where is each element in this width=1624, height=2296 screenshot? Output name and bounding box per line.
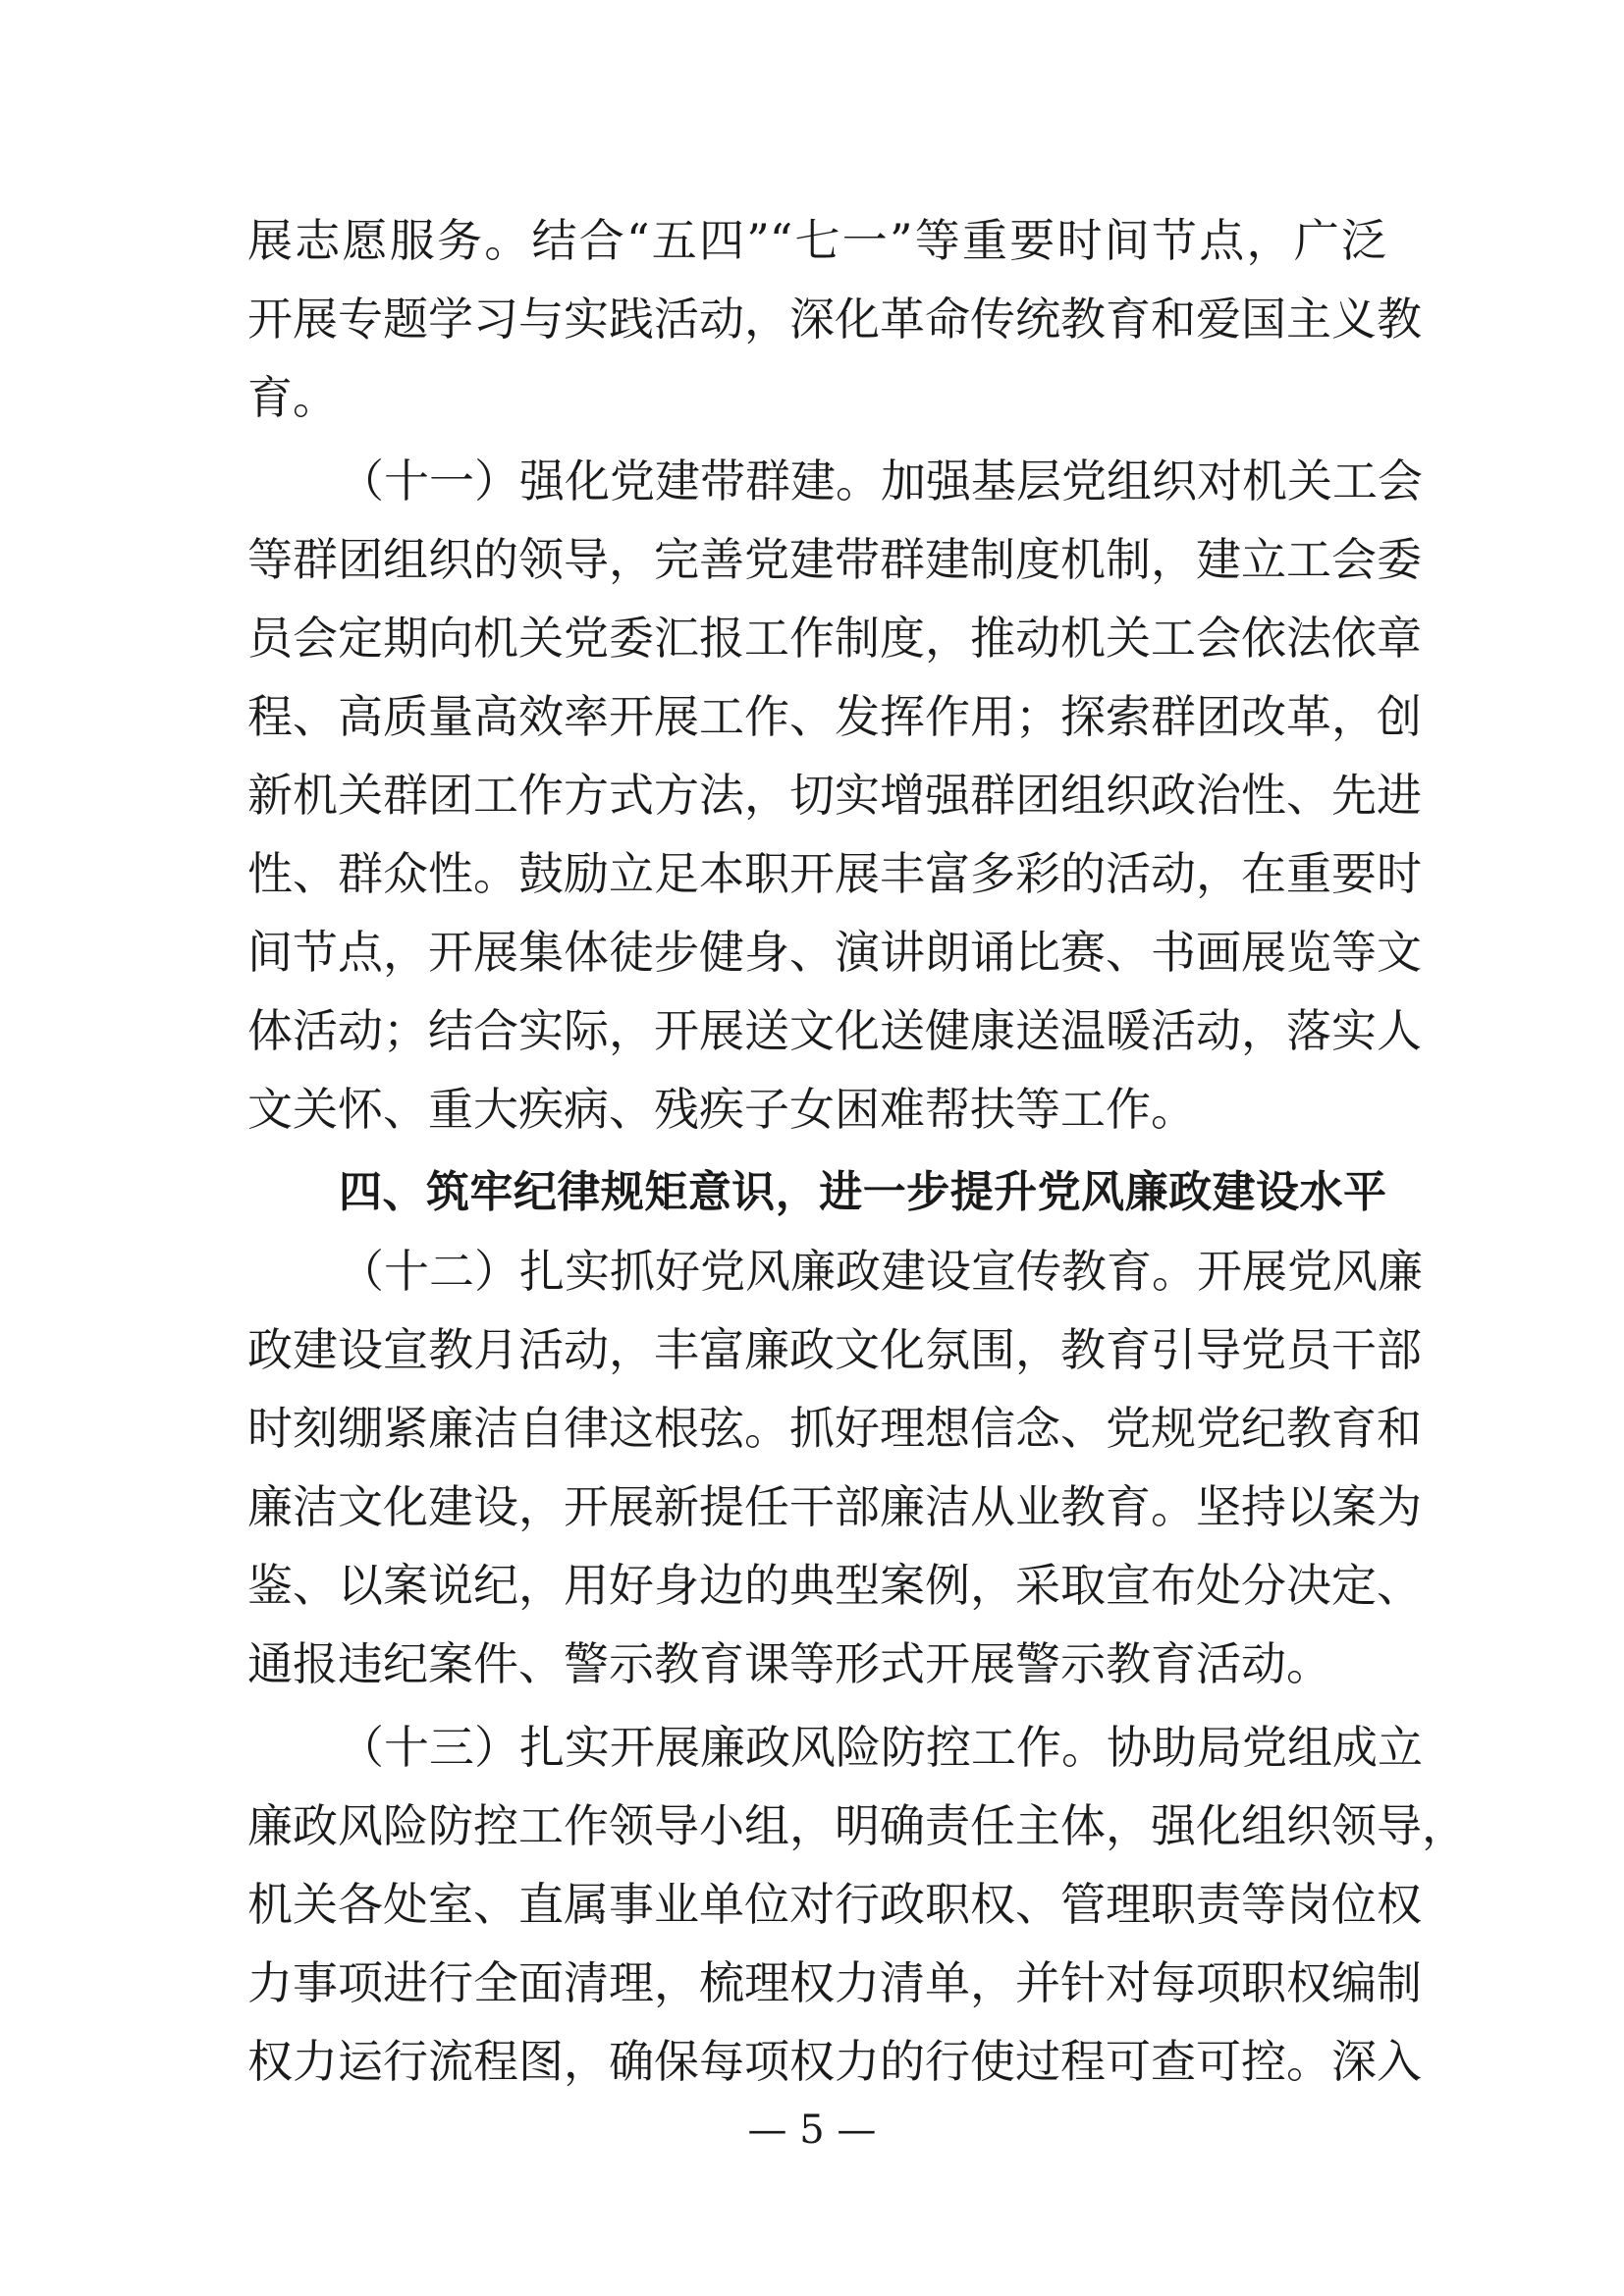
body-text-line: 新机关群团工作方式方法，切实增强群团组织政治性、先进 bbox=[247, 769, 1422, 822]
body-text-line: 员会定期向机关党委汇报工作制度，推动机关工会依法依章 bbox=[247, 612, 1422, 665]
section-thirteen-first-line: （十三）扎实开展廉政风险防控工作。协助局党组成立 bbox=[339, 1721, 1423, 1774]
body-text-line: 文关怀、重大疾病、残疾子女困难帮扶等工作。 bbox=[247, 1083, 1196, 1136]
body-text-line: 廉政风险防控工作领导小组，明确责任主体，强化组织领导， bbox=[247, 1799, 1467, 1852]
body-text-line: 体活动；结合实际，开展送文化送健康送温暖活动，落实人 bbox=[247, 1004, 1422, 1057]
body-text-line: 开展专题学习与实践活动，深化革命传统教育和爱国主义教 bbox=[247, 293, 1422, 346]
body-text-line: 廉洁文化建设，开展新提任干部廉洁从业教育。坚持以案为 bbox=[247, 1480, 1422, 1533]
body-text-line: 鉴、以案说纪，用好身边的典型案例，采取宣布处分决定、 bbox=[247, 1559, 1422, 1612]
section-four-heading: 四、筑牢纪律规矩意识，进一步提升党风廉政建设水平 bbox=[339, 1167, 1386, 1217]
body-text-line: 育。 bbox=[247, 371, 338, 424]
body-text-line: 通报违纪案件、警示教育课等形式开展警示教育活动。 bbox=[247, 1637, 1331, 1690]
body-text-line: 权力运行流程图，确保每项权力的行使过程可查可控。深入 bbox=[247, 2035, 1422, 2088]
body-text-line: 政建设宣教月活动，丰富廉政文化氛围，教育引导党员干部 bbox=[247, 1323, 1422, 1376]
body-text-line: 力事项进行全面清理，梳理权力清单，并针对每项职权编制 bbox=[247, 1956, 1422, 2009]
section-eleven-first-line: （十一）强化党建带群建。加强基层党组织对机关工会 bbox=[339, 454, 1423, 507]
body-text-line: 机关各处室、直属事业单位对行政职权、管理职责等岗位权 bbox=[247, 1878, 1422, 1931]
body-text-line: 时刻绷紧廉洁自律这根弦。抓好理想信念、党规党纪教育和 bbox=[247, 1402, 1422, 1455]
body-text-line: 程、高质量高效率开展工作、发挥作用；探索群团改革，创 bbox=[247, 690, 1422, 743]
section-twelve-first-line: （十二）扎实抓好党风廉政建设宣传教育。开展党风廉 bbox=[339, 1245, 1423, 1298]
body-text-line: 间节点，开展集体徒步健身、演讲朗诵比赛、书画展览等文 bbox=[247, 926, 1422, 979]
page-number: — 5 — bbox=[747, 2108, 877, 2153]
body-text-line: 等群团组织的领导，完善党建带群建制度机制，建立工会委 bbox=[247, 533, 1422, 586]
body-text-line: 展志愿服务。结合“五四”“七一”等重要时间节点，广泛 bbox=[247, 214, 1386, 267]
body-text-line: 性、群众性。鼓励立足本职开展丰富多彩的活动，在重要时 bbox=[247, 847, 1422, 900]
